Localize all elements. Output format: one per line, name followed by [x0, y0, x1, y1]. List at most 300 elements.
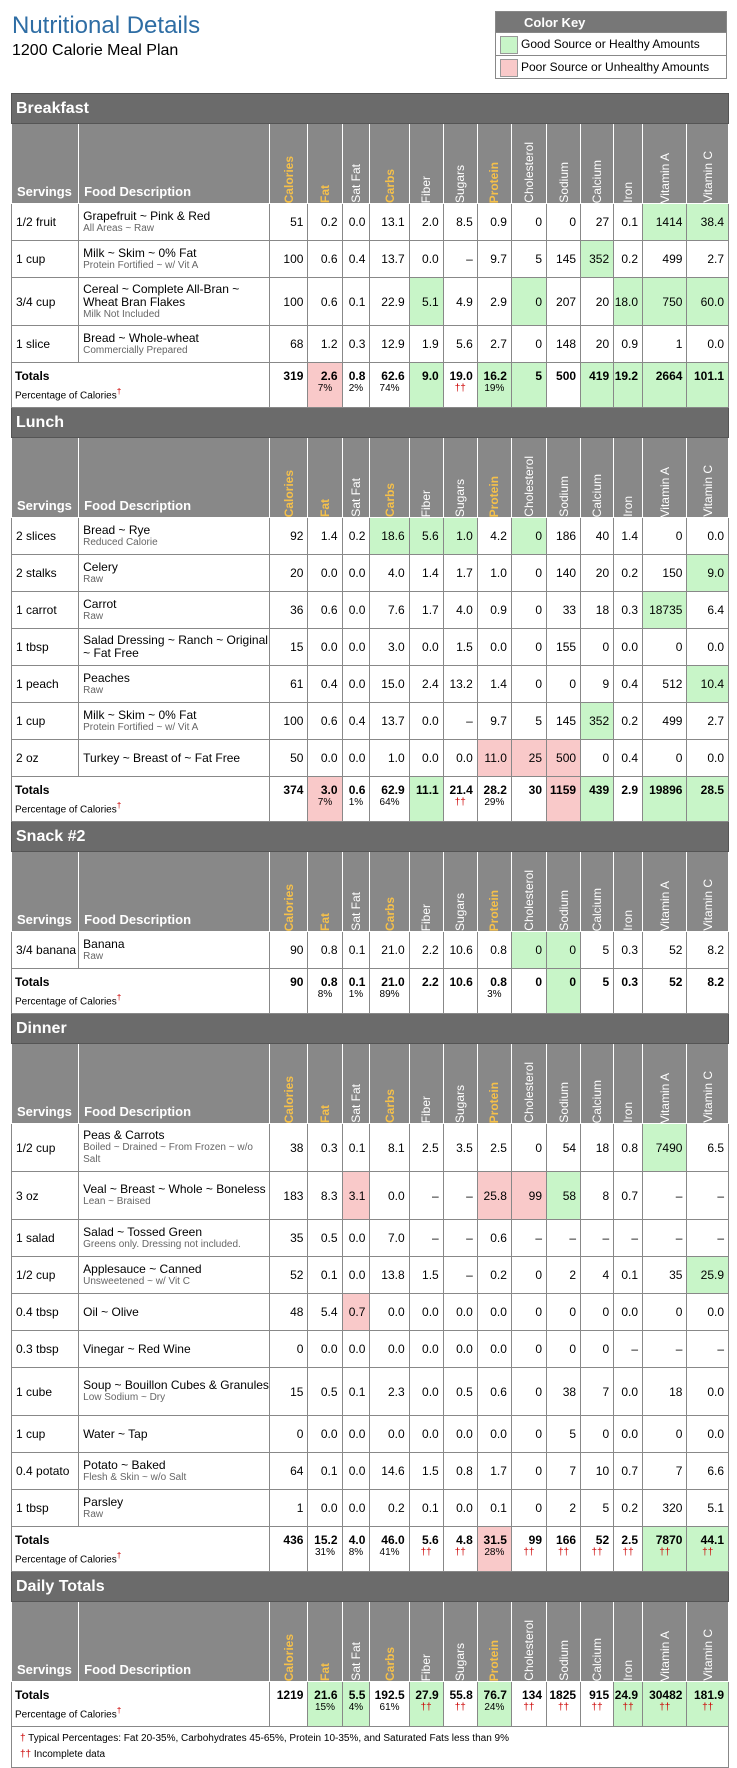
value-cell: 0.0	[370, 1294, 409, 1331]
value-cell: –	[443, 703, 477, 740]
food-name: Parsley	[83, 1494, 124, 1509]
nutrient-header-wrap	[512, 445, 546, 517]
total-percentage: ††	[557, 1547, 570, 1558]
poor-label: Poor Source or Unhealthy Amounts	[521, 60, 710, 74]
food-cell	[79, 629, 270, 666]
total-percentage: ††	[659, 1702, 671, 1713]
value-cell: 36	[270, 592, 308, 629]
total-value: 4.0	[348, 1533, 366, 1547]
nutrient-header-label: Vitamin C	[700, 1071, 715, 1123]
value-cell: 3.0	[370, 629, 409, 666]
nutrient-header	[370, 852, 409, 932]
value-cell: 5.1	[687, 1490, 729, 1527]
section-header	[12, 94, 729, 124]
serving-cell: 3/4 cup	[12, 278, 79, 326]
value-cell: 0	[511, 1257, 546, 1294]
color-key-good	[496, 33, 727, 56]
value-cell: 58	[547, 1172, 581, 1220]
total-value: 0	[535, 975, 542, 989]
total-percentage: 19%	[484, 383, 505, 394]
totals-label-cell	[12, 1682, 270, 1727]
value-cell: 0.0	[443, 1294, 477, 1331]
value-cell: 0.4	[342, 241, 370, 278]
food-note: Milk Not Included	[83, 308, 160, 320]
value-cell: 2.0	[409, 204, 443, 241]
nutrient-header-label: Fiber	[419, 489, 434, 517]
section-header	[12, 408, 729, 438]
value-cell: 27	[581, 204, 614, 241]
section-title: Lunch	[12, 408, 729, 438]
food-name: Peaches	[83, 670, 130, 685]
value-cell: 0.0	[614, 629, 643, 666]
value-cell: 0	[643, 740, 687, 777]
footnote-text: Typical Percentages: Fat 20-35%, Carbohydrates 45-65%, Protein 10-35%, and Saturated Fats less than 9%	[28, 1733, 509, 1744]
total-value: 44.1	[700, 1533, 724, 1547]
food-cell	[79, 1368, 270, 1416]
value-cell: 0.0	[409, 1294, 443, 1331]
nutrient-header	[511, 852, 546, 932]
nutrient-header-label: Calcium	[590, 159, 605, 203]
nutrient-header-wrap	[643, 131, 686, 203]
nutrient-header-label: Sugars	[453, 164, 468, 203]
nutrient-header-wrap	[512, 1051, 546, 1123]
serving-cell: 1/2 fruit	[12, 204, 79, 241]
total-value: 419	[589, 369, 610, 383]
total-value: 55.8	[449, 1688, 473, 1702]
section-title: Dinner	[12, 1014, 729, 1044]
totals-label: Totals	[15, 1533, 50, 1547]
table-row	[12, 518, 729, 555]
value-cell: 0.9	[477, 592, 511, 629]
nutrient-header-wrap	[343, 1051, 370, 1123]
totals-label: Totals	[15, 1688, 50, 1702]
value-cell: 2	[547, 1490, 581, 1527]
nutrient-header-wrap	[478, 1609, 511, 1681]
value-cell: 0.2	[342, 518, 370, 555]
value-cell: 0	[511, 1294, 546, 1331]
total-cell	[614, 777, 643, 822]
total-percentage: 7%	[317, 383, 333, 394]
value-cell: 13.1	[370, 204, 409, 241]
value-cell: 0	[643, 629, 687, 666]
footnote-1	[20, 1731, 728, 1747]
nutrient-header	[270, 438, 308, 518]
nutrient-header-wrap	[581, 131, 613, 203]
percentage-text: Percentage of Calories	[15, 1554, 117, 1566]
value-cell: 5	[547, 1416, 581, 1453]
total-value: 0.3	[621, 975, 639, 989]
value-cell: 0.0	[342, 740, 370, 777]
total-cell	[547, 363, 581, 408]
value-cell: 145	[547, 703, 581, 740]
value-cell: 3.5	[443, 1124, 477, 1172]
nutrient-header-label: Fiber	[419, 903, 434, 931]
table-row	[12, 592, 729, 629]
food-cell	[79, 666, 270, 703]
value-cell: 3.1	[342, 1172, 370, 1220]
total-percentage: 29%	[484, 797, 505, 808]
percentage-text: Percentage of Calories	[15, 996, 117, 1008]
nutrient-header	[547, 438, 581, 518]
value-cell: 0	[581, 1416, 614, 1453]
nutrient-header	[643, 124, 687, 204]
value-cell: 186	[547, 518, 581, 555]
food-header: Food Description	[79, 1044, 270, 1124]
value-cell: 0.9	[477, 204, 511, 241]
nutrient-header	[370, 124, 409, 204]
total-cell	[643, 363, 687, 408]
section-title: Breakfast	[12, 94, 729, 124]
value-cell: –	[581, 1220, 614, 1257]
total-cell	[342, 777, 370, 822]
nutrient-header-label: Sugars	[453, 478, 468, 517]
total-cell	[511, 1682, 546, 1727]
nutrient-header-label: Cholesterol	[521, 1062, 536, 1123]
nutrient-header	[409, 1044, 443, 1124]
table-row	[12, 1294, 729, 1331]
nutrient-header-wrap	[687, 445, 728, 517]
nutrient-header-label: Fiber	[419, 1653, 434, 1681]
nutrient-header-label: Protein	[487, 889, 502, 931]
table-row	[12, 932, 729, 969]
nutrient-header-wrap	[444, 859, 477, 931]
total-value: 1219	[276, 1688, 304, 1702]
food-cell	[79, 703, 270, 740]
value-cell: 11.0	[477, 740, 511, 777]
nutrient-header	[443, 852, 477, 932]
value-cell: 5	[511, 703, 546, 740]
serving-cell: 2 oz	[12, 740, 79, 777]
totals-label-cell	[12, 969, 270, 1014]
serving-cell: 0.3 tbsp	[12, 1331, 79, 1368]
total-value: 90	[290, 975, 304, 989]
nutrient-header	[643, 1602, 687, 1682]
total-value: 21.0	[381, 975, 405, 989]
value-cell: 64	[270, 1453, 308, 1490]
value-cell: 0.6	[308, 278, 342, 326]
value-cell: 148	[547, 326, 581, 363]
total-value: 181.9	[693, 1688, 724, 1702]
value-cell: 5.4	[308, 1294, 342, 1331]
nutrient-header-wrap	[410, 445, 443, 517]
page-subtitle: 1200 Calorie Meal Plan	[12, 42, 179, 59]
total-value: 5	[535, 369, 542, 383]
serving-cell: 2 slices	[12, 518, 79, 555]
food-name: Soup ~ Bouillon Cubes & Granules	[83, 1378, 269, 1392]
nutrient-header	[547, 1602, 581, 1682]
total-cell	[409, 777, 443, 822]
dagger-mark: †	[116, 1705, 122, 1715]
nutrient-header	[511, 1044, 546, 1124]
nutrient-header-label: Vitamin C	[700, 879, 715, 931]
value-cell: –	[687, 1172, 729, 1220]
total-value: 319	[283, 369, 304, 383]
nutrient-header-label: Sodium	[556, 1640, 571, 1681]
nutrient-header	[270, 852, 308, 932]
value-cell: 352	[581, 241, 614, 278]
value-cell: 0.2	[308, 204, 342, 241]
value-cell: 1.4	[409, 555, 443, 592]
value-cell: –	[614, 1220, 643, 1257]
total-value: 62.6	[381, 369, 405, 383]
nutrient-header-label: Iron	[621, 1102, 636, 1123]
total-percentage: ††	[523, 1702, 535, 1713]
value-cell: 7.0	[370, 1220, 409, 1257]
value-cell: 0	[511, 326, 546, 363]
value-cell: 0.0	[370, 1331, 409, 1368]
food-cell	[79, 326, 270, 363]
value-cell: 0.0	[443, 1416, 477, 1453]
nutrient-header-label: Iron	[621, 910, 636, 931]
nutrient-header-wrap	[410, 1051, 443, 1123]
total-value: 52	[595, 1533, 610, 1547]
value-cell: –	[687, 1220, 729, 1257]
value-cell: –	[511, 1220, 546, 1257]
value-cell: 0.3	[342, 326, 370, 363]
total-value: 134	[521, 1688, 542, 1702]
nutrient-header-wrap	[547, 1609, 580, 1681]
value-cell: 0.7	[614, 1172, 643, 1220]
nutrient-header-label: Calcium	[590, 1079, 605, 1123]
total-value: 28.5	[700, 783, 724, 797]
total-value: 2.5	[621, 1533, 639, 1547]
page-title: Nutritional Details	[12, 12, 201, 39]
total-percentage: 7%	[317, 797, 333, 808]
nutrient-header-wrap	[643, 1051, 686, 1123]
value-cell: 0.0	[687, 326, 729, 363]
nutrient-header	[547, 852, 581, 932]
value-cell: 15	[270, 629, 308, 666]
total-cell	[443, 777, 477, 822]
table-row	[12, 555, 729, 592]
nutrient-header-wrap	[444, 445, 477, 517]
dagger-mark: †	[116, 800, 122, 810]
value-cell: 0.0	[342, 1453, 370, 1490]
servings-header: Servings	[12, 438, 79, 518]
nutrient-header	[270, 124, 308, 204]
food-cell	[79, 1490, 270, 1527]
food-cell	[79, 740, 270, 777]
value-cell: 9.7	[477, 241, 511, 278]
value-cell: 0.1	[614, 1257, 643, 1294]
value-cell: 0.0	[687, 740, 729, 777]
nutrient-header-wrap	[478, 1051, 511, 1123]
value-cell: 0.0	[342, 1257, 370, 1294]
value-cell: 0.0	[409, 629, 443, 666]
nutrient-header-wrap	[547, 131, 580, 203]
value-cell: 4.0	[443, 592, 477, 629]
total-value: 46.0	[381, 1533, 405, 1547]
nutrient-header	[687, 1044, 729, 1124]
nutrient-header-wrap	[687, 859, 728, 931]
value-cell: 0.2	[477, 1257, 511, 1294]
value-cell: 0.0	[342, 1490, 370, 1527]
table-row	[12, 1220, 729, 1257]
value-cell: 99	[511, 1172, 546, 1220]
total-percentage: ††	[420, 1547, 432, 1558]
value-cell: 0.0	[687, 518, 729, 555]
value-cell: 52	[643, 932, 687, 969]
food-cell	[79, 278, 270, 326]
total-cell	[643, 1682, 687, 1727]
total-cell	[270, 363, 308, 408]
value-cell: 0.0	[443, 740, 477, 777]
total-cell	[342, 1527, 370, 1572]
total-percentage: 1%	[348, 797, 364, 808]
food-cell	[79, 1257, 270, 1294]
total-percentage: 89%	[379, 989, 400, 1000]
value-cell: 0.0	[342, 1220, 370, 1257]
food-name: Potato ~ Baked	[83, 1457, 166, 1472]
value-cell: 0.0	[409, 1416, 443, 1453]
value-cell: 0.0	[342, 555, 370, 592]
nutrient-header-wrap	[308, 1051, 341, 1123]
food-name: Water ~ Tap	[83, 1426, 148, 1441]
value-cell: 0.0	[687, 1416, 729, 1453]
food-cell	[79, 204, 270, 241]
value-cell: –	[443, 1172, 477, 1220]
total-value: 21.4	[449, 783, 473, 797]
serving-cell: 1/2 cup	[12, 1257, 79, 1294]
value-cell: 1414	[643, 204, 687, 241]
total-cell	[477, 777, 511, 822]
total-value: 915	[589, 1688, 610, 1702]
food-note: Reduced Calorie	[83, 536, 158, 548]
nutrient-header-wrap	[270, 1609, 307, 1681]
nutrient-header-label: Sodium	[556, 1082, 571, 1123]
dagger-mark: †	[116, 1550, 122, 1560]
table-row	[12, 326, 729, 363]
total-value: 99	[528, 1533, 542, 1547]
value-cell: 1.0	[477, 555, 511, 592]
nutrition-table-body	[12, 94, 729, 1768]
food-cell	[79, 932, 270, 969]
total-percentage: 64%	[379, 797, 400, 808]
value-cell: 0.0	[687, 1294, 729, 1331]
value-cell: 15	[270, 1368, 308, 1416]
nutrient-header-wrap	[343, 445, 370, 517]
value-cell: 0.0	[477, 1416, 511, 1453]
food-note: Raw	[83, 1508, 104, 1520]
nutrient-header	[370, 1602, 409, 1682]
value-cell: 512	[643, 666, 687, 703]
food-note: Boiled ~ Drained ~ From Frozen ~ w/o Salt	[83, 1142, 253, 1165]
color-key	[495, 11, 727, 79]
value-cell: 0	[581, 740, 614, 777]
total-value: 21.6	[314, 1688, 338, 1702]
total-value: 192.5	[374, 1688, 405, 1702]
food-header: Food Description	[79, 438, 270, 518]
value-cell: 0	[547, 1294, 581, 1331]
value-cell: 10.6	[443, 932, 477, 969]
nutrient-header-wrap	[547, 1051, 580, 1123]
value-cell: 60.0	[687, 278, 729, 326]
nutrient-header-wrap	[614, 859, 642, 931]
value-cell: 51	[270, 204, 308, 241]
nutrient-header	[370, 1044, 409, 1124]
total-cell	[547, 1527, 581, 1572]
total-percentage: 61%	[379, 1702, 400, 1713]
totals-row	[12, 1527, 729, 1572]
nutrient-header-wrap	[581, 859, 613, 931]
value-cell: 0.8	[443, 1453, 477, 1490]
value-cell: 8.3	[308, 1172, 342, 1220]
serving-cell: 2 stalks	[12, 555, 79, 592]
nutrient-header-label: Sat Fat	[348, 478, 363, 517]
total-value: 101.1	[693, 369, 724, 383]
value-cell: 0.0	[308, 629, 342, 666]
nutrient-header-wrap	[512, 1609, 546, 1681]
value-cell: 35	[643, 1257, 687, 1294]
total-value: 28.2	[483, 783, 507, 797]
total-value: 8.2	[707, 975, 724, 989]
nutrient-header	[511, 124, 546, 204]
value-cell: 38	[270, 1124, 308, 1172]
value-cell: 25.8	[477, 1172, 511, 1220]
total-percentage: 2%	[348, 383, 364, 394]
page-header	[0, 0, 737, 88]
value-cell: 12.9	[370, 326, 409, 363]
nutrient-header-label: Sodium	[556, 890, 571, 931]
nutrient-header	[477, 438, 511, 518]
nutrient-header-wrap	[643, 1609, 686, 1681]
food-note: Raw	[83, 684, 104, 696]
total-cell	[614, 1682, 643, 1727]
nutrient-header-label: Vitamin A	[657, 1072, 672, 1123]
nutrient-header	[308, 438, 342, 518]
total-cell	[270, 1682, 308, 1727]
table-row	[12, 278, 729, 326]
value-cell: 0.8	[614, 1124, 643, 1172]
nutrient-header-label: Fat	[317, 185, 332, 203]
nutrient-header	[581, 124, 614, 204]
nutrient-header-label: Sat Fat	[348, 1084, 363, 1123]
nutrient-header	[581, 1044, 614, 1124]
value-cell: 0.2	[614, 1490, 643, 1527]
food-cell	[79, 1172, 270, 1220]
total-value: 436	[283, 1533, 304, 1547]
total-value: 31.5	[483, 1533, 507, 1547]
value-cell: 145	[547, 241, 581, 278]
nutrient-header	[511, 1602, 546, 1682]
value-cell: 0.0	[687, 1368, 729, 1416]
value-cell: 10	[581, 1453, 614, 1490]
value-cell: 0.1	[342, 932, 370, 969]
food-header: Food Description	[79, 852, 270, 932]
value-cell: 0.0	[342, 204, 370, 241]
serving-cell: 1 peach	[12, 666, 79, 703]
total-cell	[687, 969, 729, 1014]
nutrient-header-wrap	[270, 859, 307, 931]
nutrient-header	[443, 1602, 477, 1682]
total-value: 15.2	[314, 1533, 338, 1547]
total-cell	[443, 969, 477, 1014]
food-note: Raw	[83, 573, 104, 585]
value-cell: 1.2	[308, 326, 342, 363]
nutrient-header	[614, 1044, 643, 1124]
dagger-mark: †	[116, 386, 122, 396]
value-cell: 1.5	[409, 1453, 443, 1490]
total-percentage: ††	[622, 1702, 634, 1713]
value-cell: 6.6	[687, 1453, 729, 1490]
value-cell: 2.7	[477, 326, 511, 363]
value-cell: 150	[643, 555, 687, 592]
total-cell	[409, 969, 443, 1014]
total-cell	[511, 363, 546, 408]
total-cell	[581, 969, 614, 1014]
value-cell: 0.0	[409, 1331, 443, 1368]
value-cell: 1.0	[370, 740, 409, 777]
